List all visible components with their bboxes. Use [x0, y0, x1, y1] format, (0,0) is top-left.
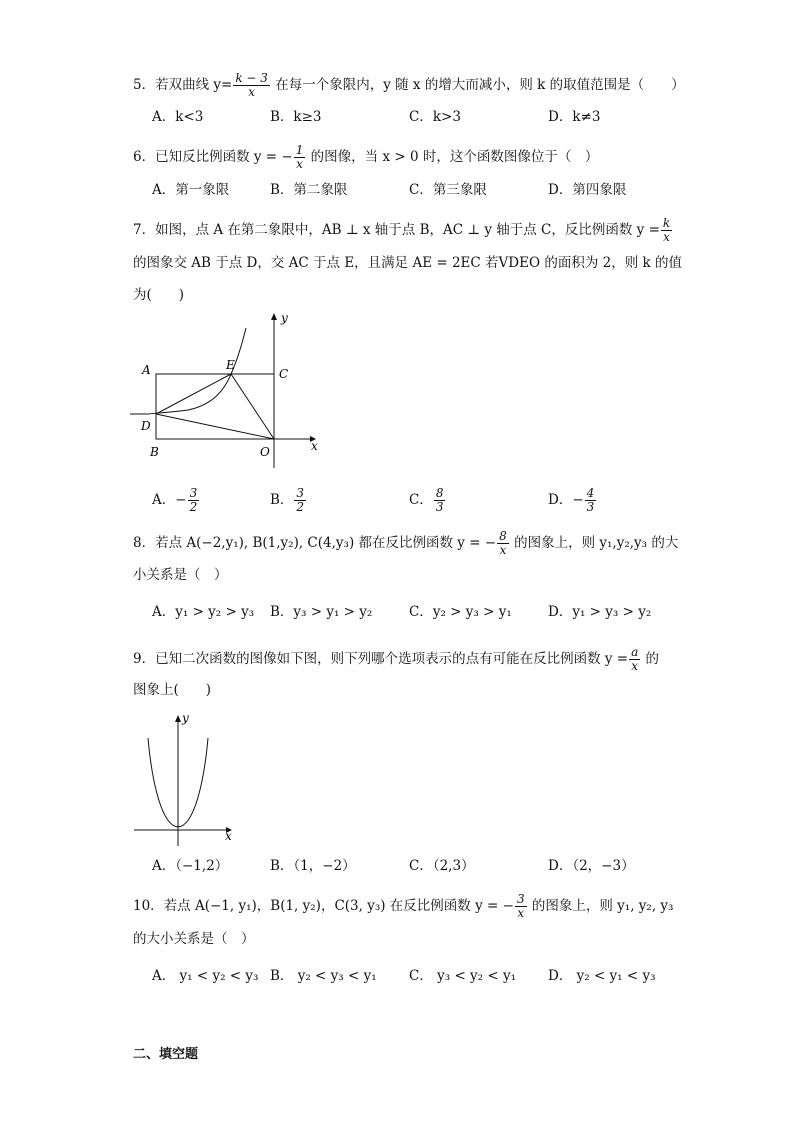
- q8-stem-line2: 小关系是（ ）: [133, 567, 228, 583]
- q7-stem-line2: 的图象交 AB 于点 D，交 AC 于点 E，且满足 AE = 2EC 若VDEO 的面积为 2，则 k 的值: [133, 255, 682, 271]
- q9-label-y: y: [182, 711, 189, 725]
- q10-stem-line1: 10．若点 A(−1, y₁)，B(1, y₂)，C(3, y₃) 在反比例函数 y = − $\frac{3}{x}$ 的图象上，则 y₁, y₂, y₃: [133, 892, 674, 920]
- q10-option-c[interactable]: C． y₃ < y₂ < y₁: [409, 968, 517, 984]
- q7-label-e: E: [226, 358, 235, 372]
- q9-fraction: $\frac{a}{x}$: [631, 645, 639, 673]
- q6-stem: 6．已知反比例函数 y = − $\frac{1}{x}$ 的图像，当 x > 0 时，这个函数图像位于（ ）: [133, 143, 599, 171]
- q9-stem-line2: 图象上( ): [133, 682, 212, 698]
- q9-label-x: x: [225, 829, 232, 843]
- q10-fraction: $\frac{3}{x}$: [516, 892, 525, 920]
- q7-label-y: y: [281, 311, 288, 325]
- q7-fraction: $\frac{k}{x}$: [662, 216, 671, 244]
- q10-option-d[interactable]: D． y₂ < y₁ < y₃: [548, 968, 656, 984]
- q6-options: [152, 181, 672, 199]
- q7-option-a[interactable]: A．− $\frac{3}{2}$: [152, 486, 198, 514]
- q9-option-a[interactable]: A．（−1,2）: [152, 858, 229, 874]
- section-title: 二、填空题: [133, 1047, 199, 1062]
- q5-option-c[interactable]: C．k>3: [409, 109, 461, 125]
- q6-option-a[interactable]: A．第一象限: [152, 182, 230, 198]
- q7-y-axis-arrow: [271, 313, 277, 320]
- q8-option-c[interactable]: C．y₂ > y₃ > y₁: [409, 604, 512, 620]
- q7-label-a: A: [142, 363, 151, 377]
- q7-segment-do: [156, 414, 274, 439]
- q9-stem-line1: 9．已知二次函数的图像如下图，则下列哪个选项表示的点有可能在反比例函数 y = $\frac{a}{x}$ 的: [133, 645, 660, 673]
- q8-fraction: $\frac{8}{x}$: [499, 529, 507, 557]
- q8-options: [152, 603, 672, 621]
- q6-option-c[interactable]: C．第三象限: [409, 182, 487, 198]
- q7-option-c[interactable]: C． $\frac{8}{3}$: [409, 486, 444, 514]
- q8-option-d[interactable]: D．y₁ > y₃ > y₂: [548, 604, 652, 620]
- q7-stem-line1: 7．如图，点 A 在第二象限中，AB ⊥ x 轴于点 B，AC ⊥ y 轴于点 C，反比例函数 y = $\frac{k}{x}$: [133, 216, 671, 244]
- q10-option-a[interactable]: A． y₁ < y₂ < y₃: [152, 968, 259, 984]
- q5-option-d[interactable]: D．k≠3: [548, 109, 601, 125]
- q9-option-c[interactable]: C．（2,3）: [409, 858, 475, 874]
- q8-option-a[interactable]: A．y₁ > y₂ > y₃: [152, 604, 255, 620]
- q9-options: [152, 857, 672, 875]
- q6-option-d[interactable]: D．第四象限: [548, 182, 627, 198]
- q5-stem: 5．若双曲线 y= $\frac{k - 3}{x}$ 在每一个象限内，y 随 x 的增大而减小，则 k 的取值范围是（ ）: [133, 71, 685, 99]
- q9-option-b[interactable]: B．（1，−2）: [270, 858, 356, 874]
- q7-stem-line3: 为( ): [133, 287, 185, 303]
- q7-label-c: C: [279, 367, 289, 381]
- q7-label-b: B: [150, 445, 159, 459]
- q7-figure: [128, 308, 328, 468]
- q10-stem-line2: 的大小关系是（ ）: [133, 931, 255, 947]
- q5-fraction: $\frac{k - 3}{x}$: [235, 71, 268, 99]
- q7-label-x: x: [311, 439, 318, 453]
- q5-option-a[interactable]: A．k<3: [152, 109, 204, 125]
- q9-figure: [130, 708, 240, 848]
- q9-option-d[interactable]: D．（2，−3）: [548, 858, 635, 874]
- q9-y-axis-arrow: [175, 715, 181, 722]
- q5-option-b[interactable]: B．k≥3: [270, 109, 322, 125]
- q7-label-o: O: [260, 445, 270, 459]
- q7-options: [152, 486, 672, 514]
- q5-options: [152, 108, 672, 126]
- q6-option-b[interactable]: B．第二象限: [270, 182, 348, 198]
- q7-label-d: D: [141, 419, 151, 433]
- q6-fraction: $\frac{1}{x}$: [295, 143, 304, 171]
- q7-option-b[interactable]: B． $\frac{3}{2}$: [270, 486, 305, 514]
- q7-segment-eo: [231, 374, 274, 439]
- q7-rectangle: [156, 374, 274, 439]
- q8-option-b[interactable]: B．y₃ > y₁ > y₂: [270, 604, 373, 620]
- q10-options: [152, 967, 672, 985]
- q8-stem-line1: 8．若点 A(−2,y₁), B(1,y₂), C(4,y₃) 都在反比例函数 y = − $\frac{8}{x}$ 的图象上，则 y₁,y₂,y₃ 的大: [133, 529, 679, 557]
- q7-segment-de: [156, 374, 231, 414]
- q10-option-b[interactable]: B． y₂ < y₃ < y₁: [270, 968, 377, 984]
- q7-option-d[interactable]: D．− $\frac{4}{3}$: [548, 486, 595, 514]
